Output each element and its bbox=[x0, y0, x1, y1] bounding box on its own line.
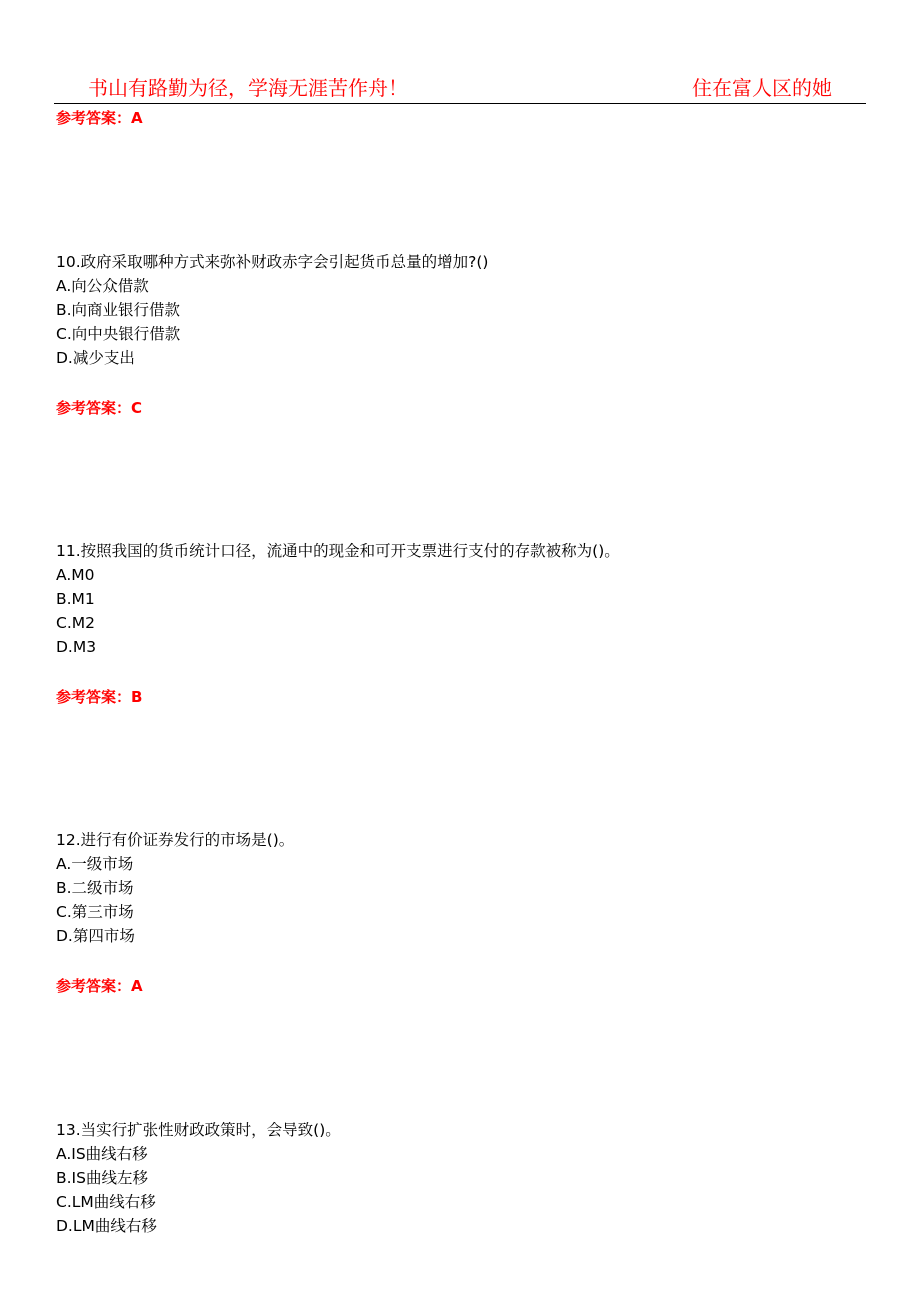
question-block bbox=[56, 539, 876, 659]
option-b: B.向商业银行借款 bbox=[56, 301, 181, 319]
header-tagline: 住在富人区的她 bbox=[692, 76, 832, 100]
answer-label: 参考答案：A bbox=[56, 977, 143, 995]
option-a: A.一级市场 bbox=[56, 855, 134, 873]
option-c: C.第三市场 bbox=[56, 903, 134, 921]
question-stem: 13.当实行扩张性财政政策时，会导致()。 bbox=[56, 1121, 341, 1139]
option-a: A.IS曲线右移 bbox=[56, 1145, 148, 1163]
option-a: A.向公众借款 bbox=[56, 277, 149, 295]
option-d: D.M3 bbox=[56, 638, 97, 656]
question-stem: 12.进行有价证券发行的市场是()。 bbox=[56, 831, 295, 849]
answer-label: 参考答案：A bbox=[56, 109, 143, 127]
option-d: D.减少支出 bbox=[56, 349, 135, 367]
option-a: A.M0 bbox=[56, 566, 95, 584]
question-block bbox=[56, 1118, 876, 1238]
option-c: C.LM曲线右移 bbox=[56, 1193, 156, 1211]
question-stem: 10.政府采取哪种方式来弥补财政赤字会引起货币总量的增加?() bbox=[56, 253, 489, 271]
answer-label: 参考答案：C bbox=[56, 399, 143, 417]
option-d: D.第四市场 bbox=[56, 927, 135, 945]
question-stem: 11.按照我国的货币统计口径，流通中的现金和可开支票进行支付的存款被称为()。 bbox=[56, 542, 620, 560]
option-b: B.二级市场 bbox=[56, 879, 134, 897]
page-header bbox=[54, 68, 866, 104]
option-c: C.向中央银行借款 bbox=[56, 325, 181, 343]
question-block bbox=[56, 828, 876, 948]
question-block bbox=[56, 250, 876, 370]
option-b: B.M1 bbox=[56, 590, 95, 608]
option-d: D.LM曲线右移 bbox=[56, 1217, 157, 1235]
header-motto: 书山有路勤为径，学海无涯苦作舟！ bbox=[88, 76, 408, 100]
option-c: C.M2 bbox=[56, 614, 95, 632]
option-b: B.IS曲线左移 bbox=[56, 1169, 148, 1187]
answer-label: 参考答案：B bbox=[56, 688, 143, 706]
